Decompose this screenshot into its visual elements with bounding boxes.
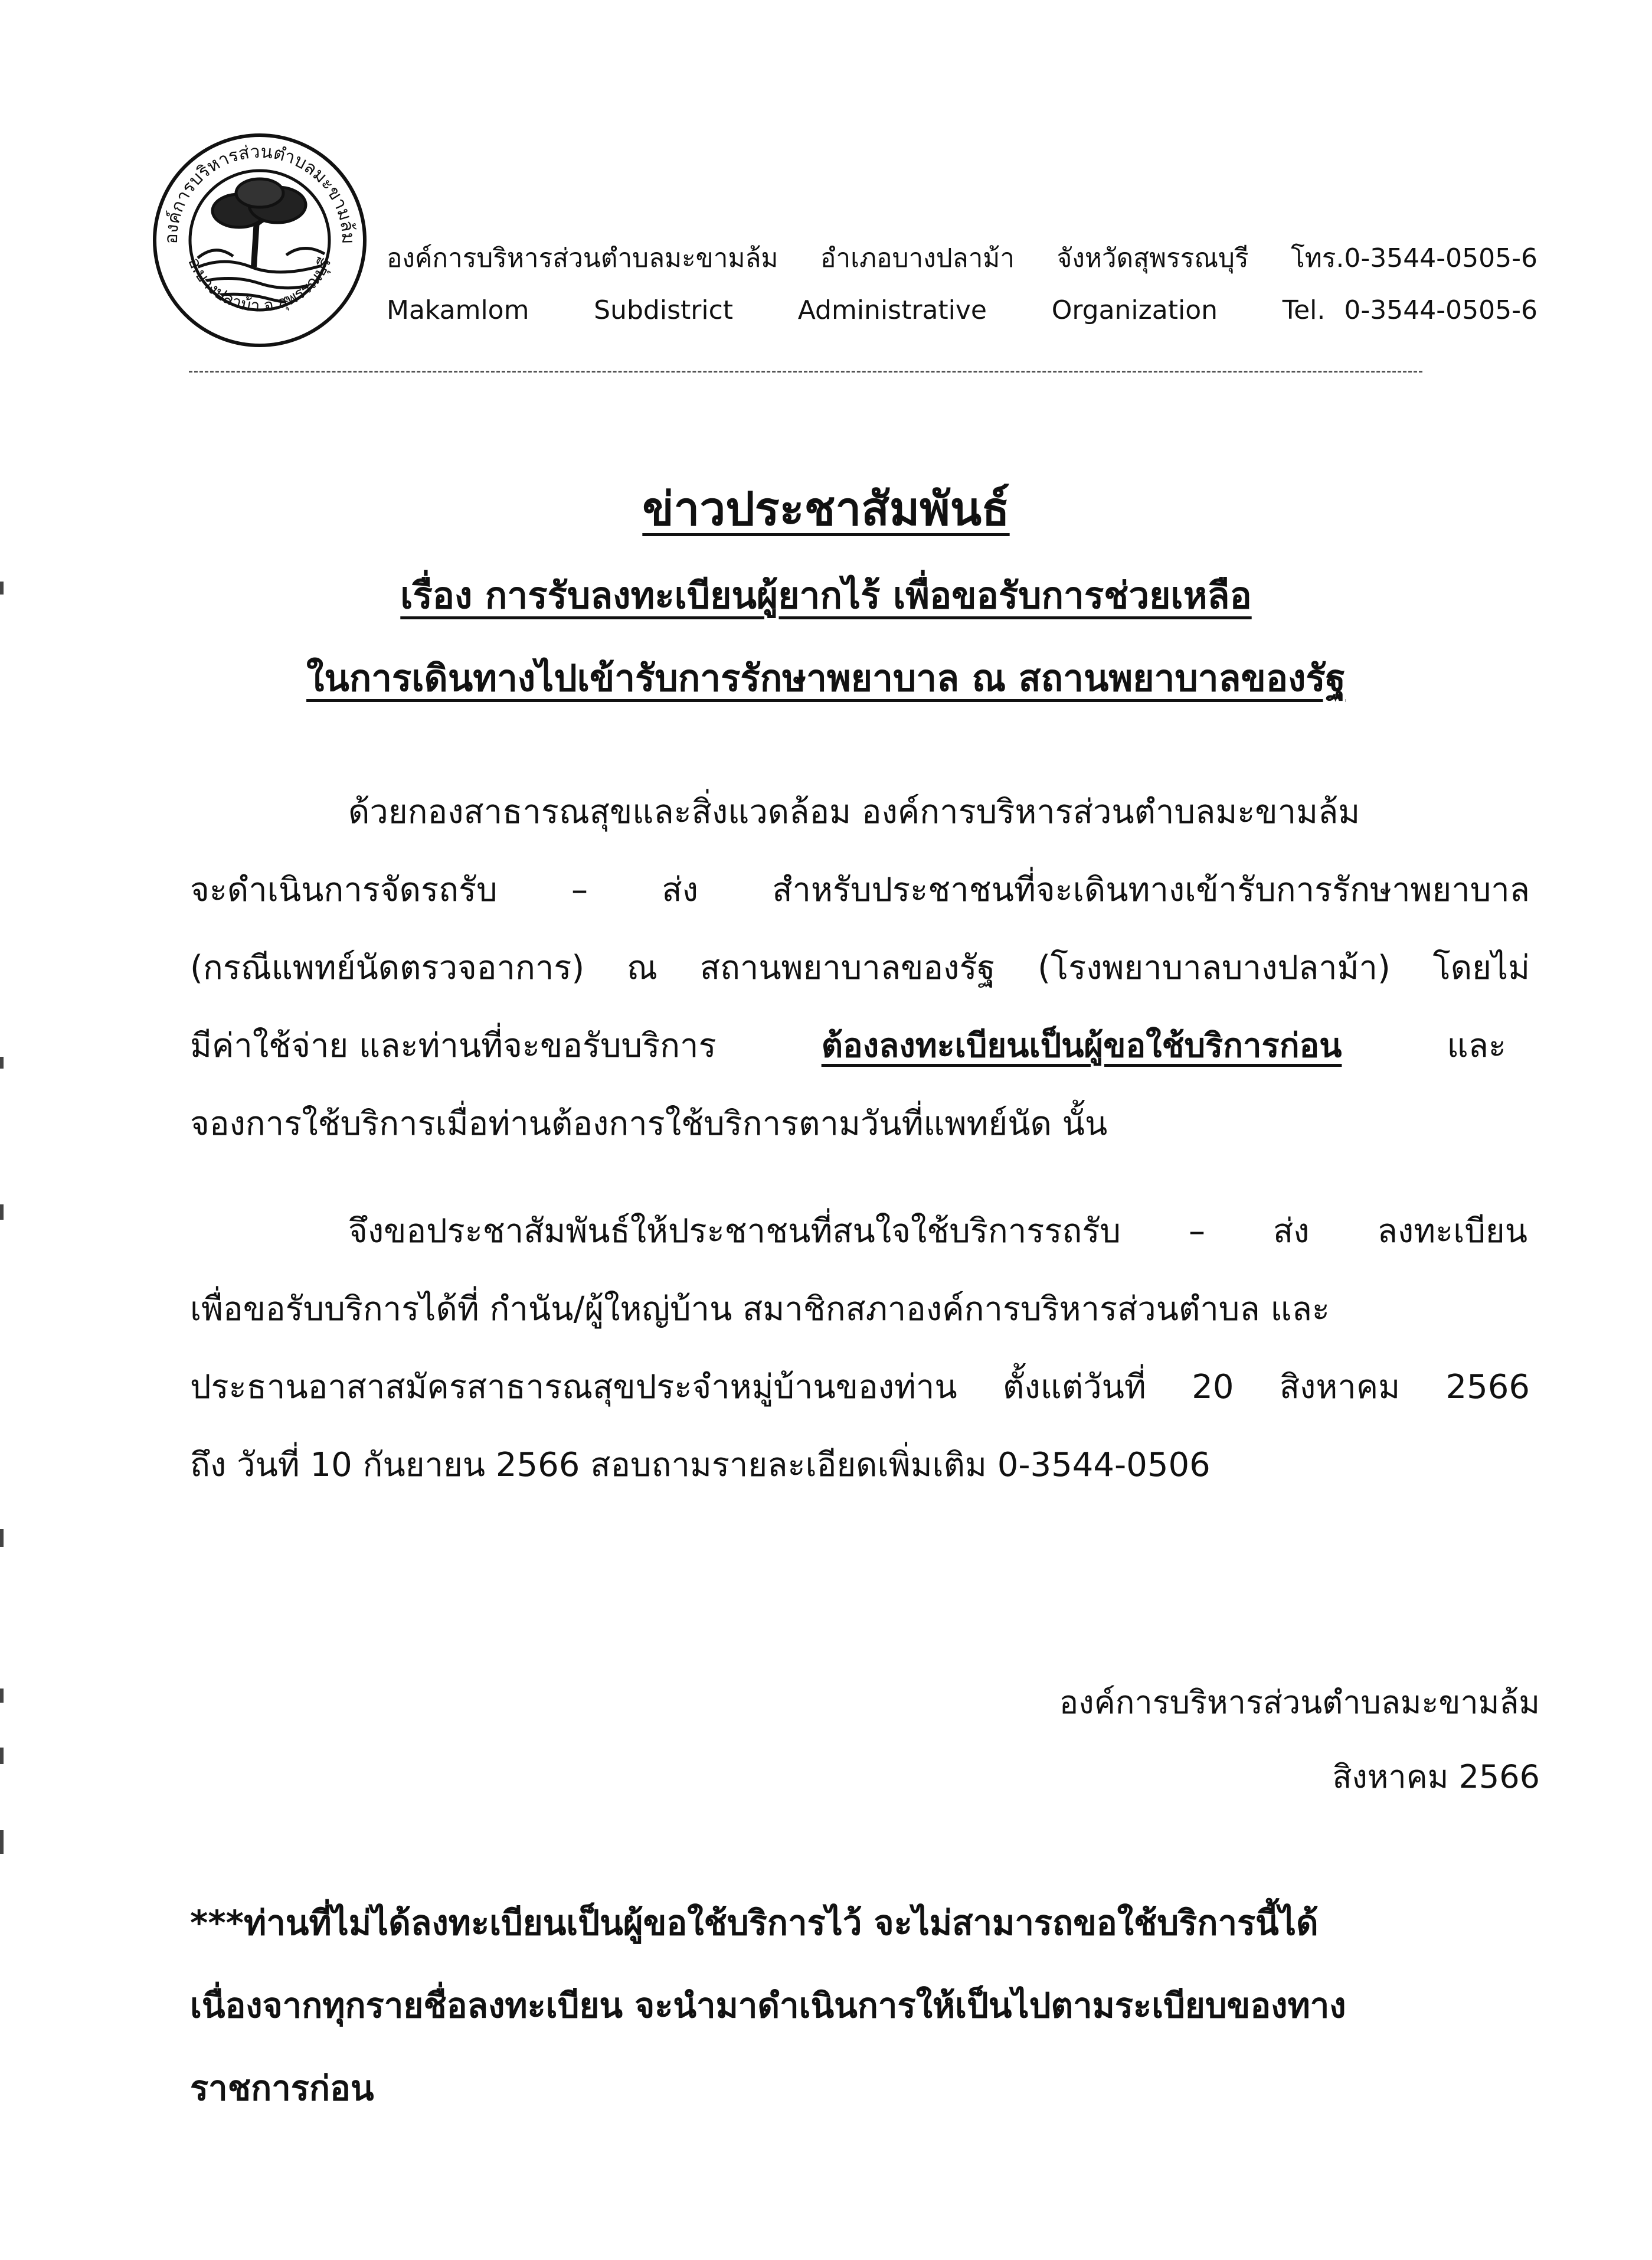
letterhead-english xyxy=(387,295,1537,325)
letterhead-thai xyxy=(387,237,1537,279)
paragraph2-line3: ประธานอาสาสมัครสาธารณสุขประจำหมู่บ้านของท่าน ตั้งแต่วันที่ 20 สิงหาคม 2566 xyxy=(190,1368,1530,1406)
scan-mark xyxy=(0,1529,4,1547)
scan-mark xyxy=(0,1689,4,1703)
letterhead-province: จังหวัดสุพรรณบุรี xyxy=(1056,243,1249,273)
document-title: ข่าวประชาสัมพันธ์ xyxy=(642,483,1010,536)
signature-org: องค์การบริหารส่วนตำบลมะขามล้ม xyxy=(1059,1684,1540,1721)
paragraph1-line4-end: และ xyxy=(1447,1027,1506,1065)
signature-date: สิงหาคม 2566 xyxy=(1332,1758,1540,1795)
paragraph2-line2: เพื่อขอรับบริการได้ที่ กำนัน/ผู้ใหญ่บ้าน สมาชิกสภาองค์การบริหารส่วนตำบล และ xyxy=(190,1290,1330,1328)
note-line2: เนื่องจากทุกรายชื่อลงทะเบียน จะนำมาดำเนินการให้เป็นไปตามระเบียบของทาง xyxy=(190,1985,1346,2026)
paragraph2-line4: ถึง วันที่ 10 กันยายน 2566 สอบถามรายละเอียดเพิ่มเติม 0-3544-0506 xyxy=(190,1446,1211,1484)
letterhead-eng-phone: Tel. 0-3544-0505-6 xyxy=(1282,295,1537,325)
registration-required-emphasis: ต้องลงทะเบียนเป็นผู้ขอใช้บริการก่อน xyxy=(821,1027,1342,1065)
scan-mark xyxy=(0,1830,4,1854)
paragraph1-line5: จองการใช้บริการเมื่อท่านต้องการใช้บริการตามวันที่แพทย์นัด นั้น xyxy=(190,1105,1108,1143)
seal-emblem-icon xyxy=(151,131,369,350)
paragraph1-line1: ด้วยกองสาธารณสุขและสิ่งแวดล้อม องค์การบริหารส่วนตำบลมะขามล้ม xyxy=(348,793,1360,831)
paragraph1-line4-text: มีค่าใช้จ่าย และท่านที่จะขอรับบริการ xyxy=(190,1027,717,1065)
scan-mark xyxy=(0,1057,4,1069)
letterhead-eng-word-1: Makamlom xyxy=(387,295,529,325)
letterhead-eng-word-4: Organization xyxy=(1051,295,1218,325)
note-line1: ***ท่านที่ไม่ได้ลงทะเบียนเป็นผู้ขอใช้บริการไว้ จะไม่สามารถขอใช้บริการนี้ได้ xyxy=(190,1903,1319,1943)
paragraph2-line1: จึงขอประชาสัมพันธ์ให้ประชาชนที่สนใจใช้บริการรถรับ – ส่ง ลงทะเบียน xyxy=(348,1212,1527,1250)
note-line3: ราชการก่อน xyxy=(190,2068,374,2108)
paragraph1-line3: (กรณีแพทย์นัดตรวจอาการ) ณ สถานพยาบาลของรัฐ (โรงพยาบาลบางปลาม้า) โดยไม่ xyxy=(190,949,1530,987)
letterhead-eng-word-3: Administrative xyxy=(797,295,987,325)
scan-mark xyxy=(0,1748,4,1764)
subject-line-1: เรื่อง การรับลงทะเบียนผู้ยากไร้ เพื่อขอรับการช่วยเหลือ xyxy=(400,574,1252,617)
letterhead-org-name: องค์การบริหารส่วนตำบลมะขามล้ม xyxy=(387,243,778,273)
subject-line-2: ในการเดินทางไปเข้ารับการรักษาพยาบาล ณ สถานพยาบาลของรัฐ xyxy=(306,657,1346,700)
paragraph1-line4 xyxy=(190,1019,1506,1072)
scan-mark xyxy=(0,582,4,595)
letterhead-eng-word-2: Subdistrict xyxy=(594,295,734,325)
organization-seal xyxy=(151,131,369,350)
letterhead-divider xyxy=(189,371,1422,373)
letterhead-phone: โทร.0-3544-0505-6 xyxy=(1291,243,1537,273)
seal-ring-top-text: องค์การบริหารส่วนตำบลมะขามล้ม xyxy=(161,141,359,244)
seal-ring-bottom-text: อ.บางปลาม้า จ.สุพรรณบุรี xyxy=(184,254,335,316)
paragraph1-line2: จะดำเนินการจัดรถรับ – ส่ง สำหรับประชาชนที่จะเดินทางเข้ารับการรักษาพยาบาล xyxy=(190,871,1530,909)
letterhead-district: อำเภอบางปลาม้า xyxy=(820,243,1015,273)
scan-mark xyxy=(0,1204,4,1220)
